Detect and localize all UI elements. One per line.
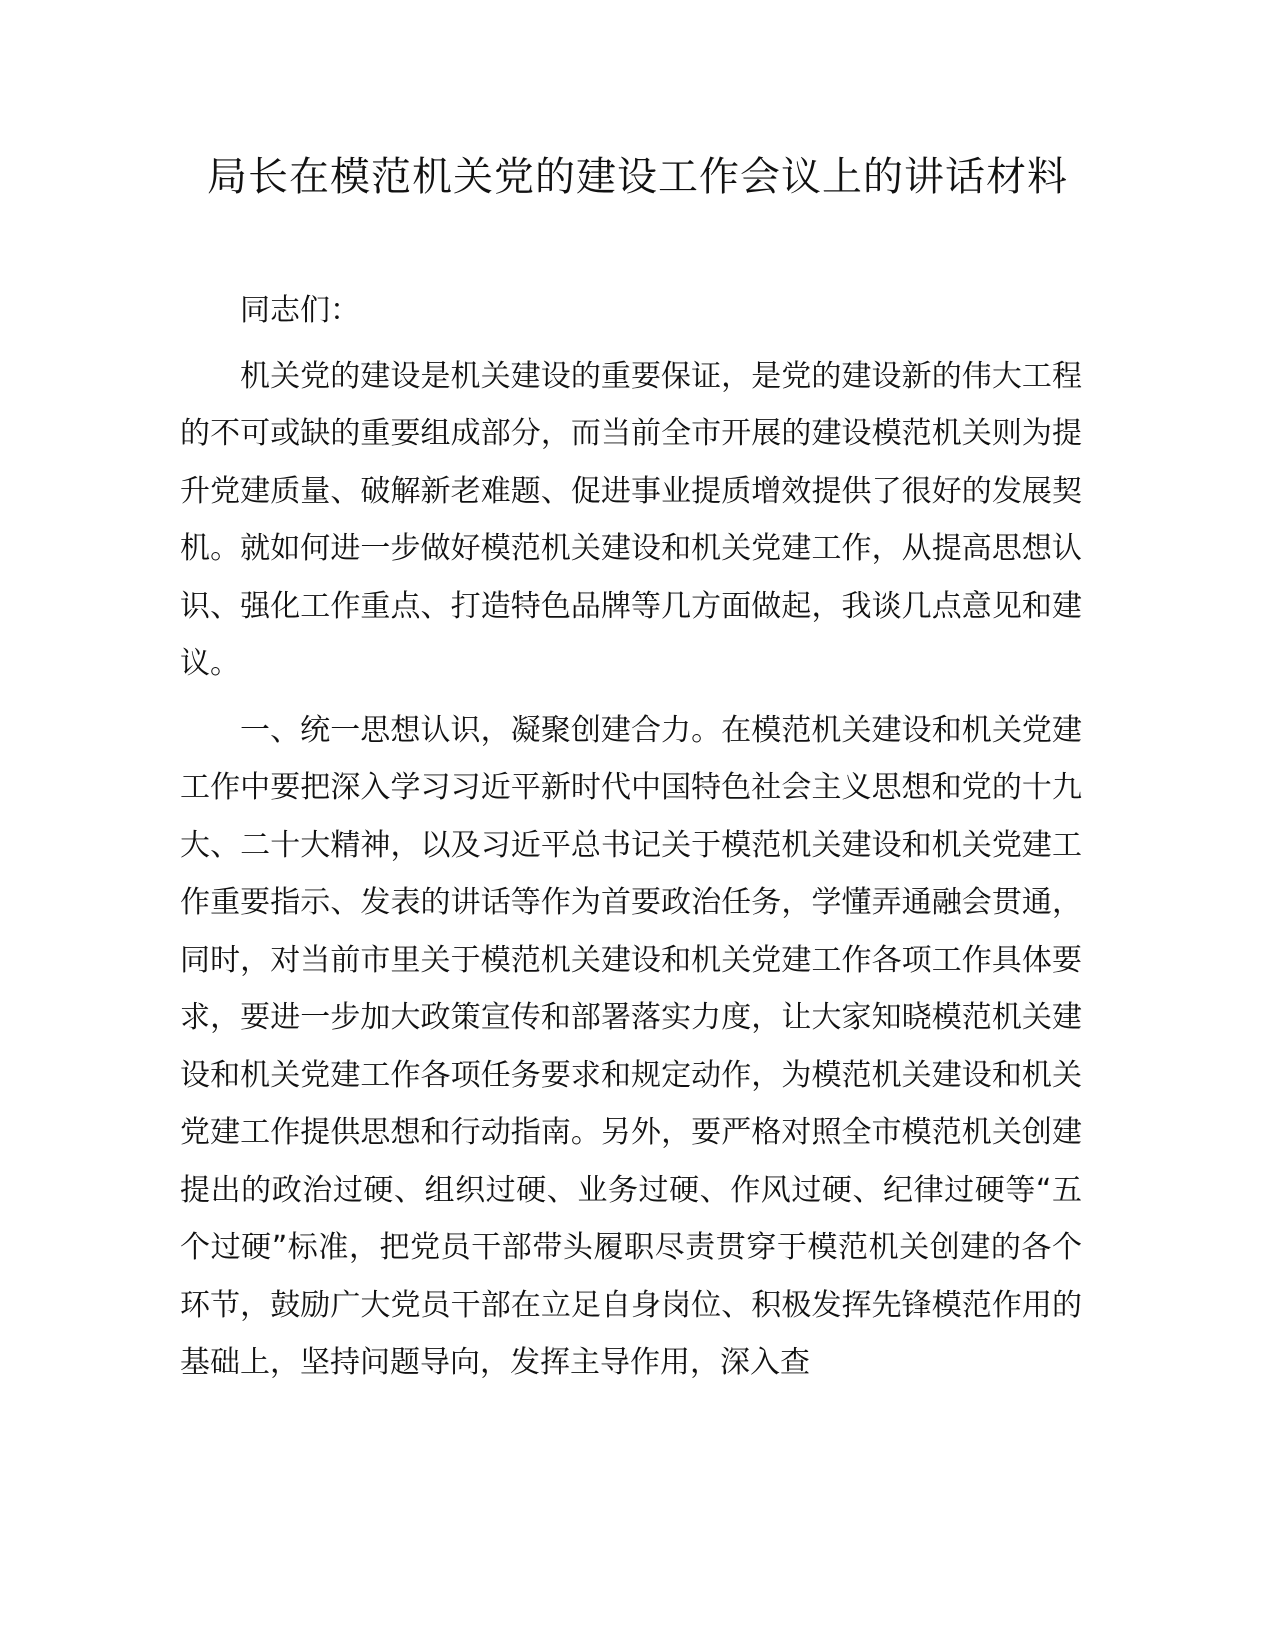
- document-title: 局长在模范机关党的建设工作会议上的讲话材料: [207, 154, 1068, 200]
- document-body: [180, 282, 1082, 1401]
- paragraph-intro: 机关党的建设是机关建设的重要保证，是党的建设新的伟大工程的不可或缺的重要组成部分，而当前全市开展的建设模范机关则为提升党建质量、破解新老难题、促进事业提质增效提供了很好的发展契机。就如何进一步做好模范机关建设和机关党建工作，从提高思想认识、强化工作重点、打造特色品牌等几方面做起，我谈几点意见和建议。: [180, 358, 1082, 681]
- salutation: 同志们：: [240, 293, 360, 328]
- paragraph-section-one: 一、统一思想认识，凝聚创建合力。在模范机关建设和机关党建工作中要把深入学习习近平新时代中国特色社会主义思想和党的十九大、二十大精神，以及习近平总书记关于模范机关建设和机关党建工作重要指示、发表的讲话等作为首要政治任务，学懂弄通融会贯通，同时，对当前市里关于模范机关建设和机关党建工作各项工作具体要求，要进一步加大政策宣传和部署落实力度，让大家知晓模范机关建设和机关党建工作各项任务要求和规定动作，为模范机关建设和机关党建工作提供思想和行动指南。另外，要严格对照全市模范机关创建提出的政治过硬、组织过硬、业务过硬、作风过硬、纪律过硬等“五个过硬”标准，把党员干部带头履职尽责贯穿于模范机关创建的各个环节，鼓励广大党员干部在立足自身岗位、积极发挥先锋模范作用的基础上，坚持问题导向，发挥主导作用，深入查: [180, 712, 1082, 1380]
